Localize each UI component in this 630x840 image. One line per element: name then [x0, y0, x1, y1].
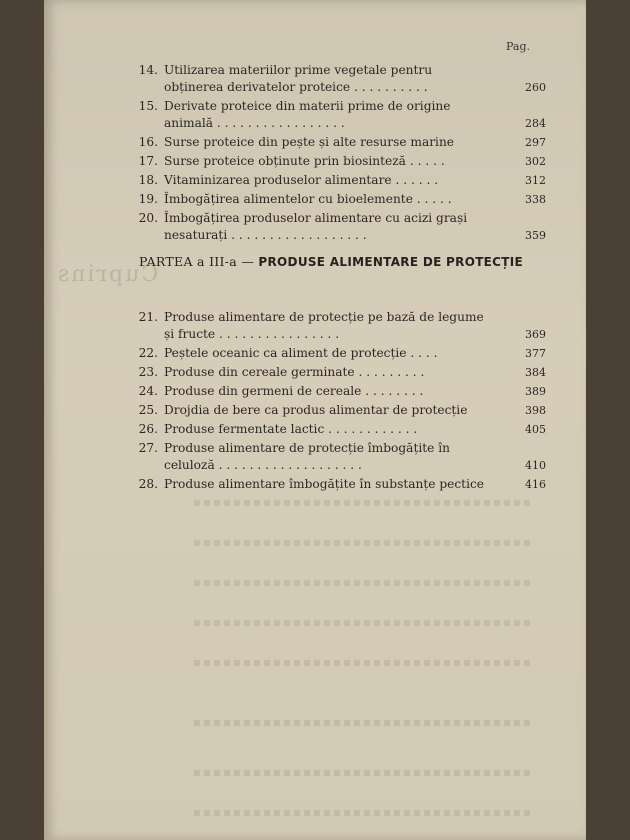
- part-prefix: PARTEA a III-a —: [139, 254, 255, 269]
- toc-entry-page: 377: [525, 347, 546, 360]
- bleed-through-line: [194, 720, 534, 726]
- toc-entry-title: Vitaminizarea produselor alimentare . . . . . .: [164, 173, 439, 187]
- toc-entry: [136, 476, 546, 493]
- toc-entry-title: Produse din cereale germinate . . . . . . . . .: [164, 365, 425, 379]
- toc-entry-number: 24.: [138, 384, 158, 398]
- toc-entry-page: 312: [525, 174, 546, 187]
- toc-entry-title: Produse alimentare de protecție îmbogățite în celuloză . . . . . . . . . . . . . . . . . . .: [164, 441, 450, 472]
- toc-entry-page: 297: [525, 136, 546, 149]
- bleed-through-line: [194, 660, 534, 666]
- toc-entry-number: 17.: [138, 154, 158, 168]
- toc-entry: [136, 210, 546, 244]
- toc-entry-number: 19.: [138, 192, 158, 206]
- toc-entry-title: Surse proteice obținute prin biosinteză . . . . .: [164, 154, 445, 168]
- toc-entry-number: 15.: [138, 99, 158, 113]
- bleed-through-line: [194, 770, 534, 776]
- toc-entry-page: 384: [525, 366, 546, 379]
- toc-entry: [136, 402, 546, 419]
- toc-list-bottom: [136, 309, 546, 495]
- toc-entry: [136, 98, 546, 132]
- toc-entry-title: Produse din germeni de cereale . . . . . . . .: [164, 384, 424, 398]
- toc-entry-number: 27.: [138, 441, 158, 455]
- toc-entry-page: 416: [525, 478, 546, 491]
- toc-entry-number: 20.: [138, 211, 158, 225]
- toc-entry-page: 389: [525, 385, 546, 398]
- bleed-through-line: [194, 500, 534, 506]
- toc-entry: [136, 62, 546, 96]
- toc-entry-page: 338: [525, 193, 546, 206]
- toc-entry-page: 405: [525, 423, 546, 436]
- toc-entry-page: 260: [525, 81, 546, 94]
- toc-entry: [136, 153, 546, 170]
- toc-entry-page: 410: [525, 459, 546, 472]
- toc-entry-title: Utilizarea materiilor prime vegetale pentru obținerea derivatelor proteice . . . . . . . . . .: [164, 63, 433, 94]
- toc-entry-number: 18.: [138, 173, 158, 187]
- toc-entry: [136, 440, 546, 474]
- page-column-label: Pag.: [506, 40, 531, 53]
- toc-entry-page: 359: [525, 229, 546, 242]
- toc-entry-number: 28.: [138, 477, 158, 491]
- toc-entry-title: Drojdia de bere ca produs alimentar de protecție: [164, 403, 468, 417]
- toc-entry-title: Îmbogățirea alimentelor cu bioelemente . . . . .: [164, 192, 452, 206]
- toc-entry: [136, 191, 546, 208]
- toc-entry-number: 25.: [138, 403, 158, 417]
- toc-entry-number: 14.: [138, 63, 158, 77]
- toc-entry-number: 16.: [138, 135, 158, 149]
- book-page: [44, 0, 586, 840]
- toc-entry: [136, 309, 546, 343]
- toc-entry: [136, 345, 546, 362]
- toc-entry: [136, 364, 546, 381]
- toc-entry-title: Produse alimentare de protecție pe bază de legume și fructe . . . . . . . . . . . . . . . .: [164, 310, 484, 341]
- toc-entry-title: Produse fermentate lactic . . . . . . . . . . . .: [164, 422, 418, 436]
- toc-entry-number: 23.: [138, 365, 158, 379]
- toc-entry-page: 369: [525, 328, 546, 341]
- toc-entry-number: 22.: [138, 346, 158, 360]
- toc-entry: [136, 172, 546, 189]
- toc-list-top: [136, 62, 546, 246]
- toc-entry-page: 302: [525, 155, 546, 168]
- part-heading: [139, 253, 549, 271]
- toc-entry: [136, 134, 546, 151]
- toc-entry-number: 21.: [138, 310, 158, 324]
- toc-entry-title: Peștele oceanic ca aliment de protecție . . . .: [164, 346, 438, 360]
- toc-entry-page: 398: [525, 404, 546, 417]
- show-through-text: Cuprins: [56, 262, 159, 287]
- toc-entry: [136, 383, 546, 400]
- bleed-through-line: [194, 540, 534, 546]
- toc-entry-number: 26.: [138, 422, 158, 436]
- toc-entry-title: Îmbogățirea produselor alimentare cu acizi grași nesaturați . . . . . . . . . . . . . . . . . .: [164, 211, 468, 242]
- bleed-through-line: [194, 620, 534, 626]
- toc-entry-page: 284: [525, 117, 546, 130]
- toc-entry-title: Produse alimentare îmbogățite în substanțe pectice: [164, 477, 485, 491]
- bleed-through-line: [194, 810, 534, 816]
- toc-entry-title: Surse proteice din pește și alte resurse marine: [164, 135, 455, 149]
- part-title: PRODUSE ALIMENTARE DE PROTECȚIE: [258, 255, 524, 269]
- toc-entry: [136, 421, 546, 438]
- bleed-through-line: [194, 580, 534, 586]
- toc-entry-title: Derivate proteice din materii prime de origine animală . . . . . . . . . . . . . . . . .: [164, 99, 451, 130]
